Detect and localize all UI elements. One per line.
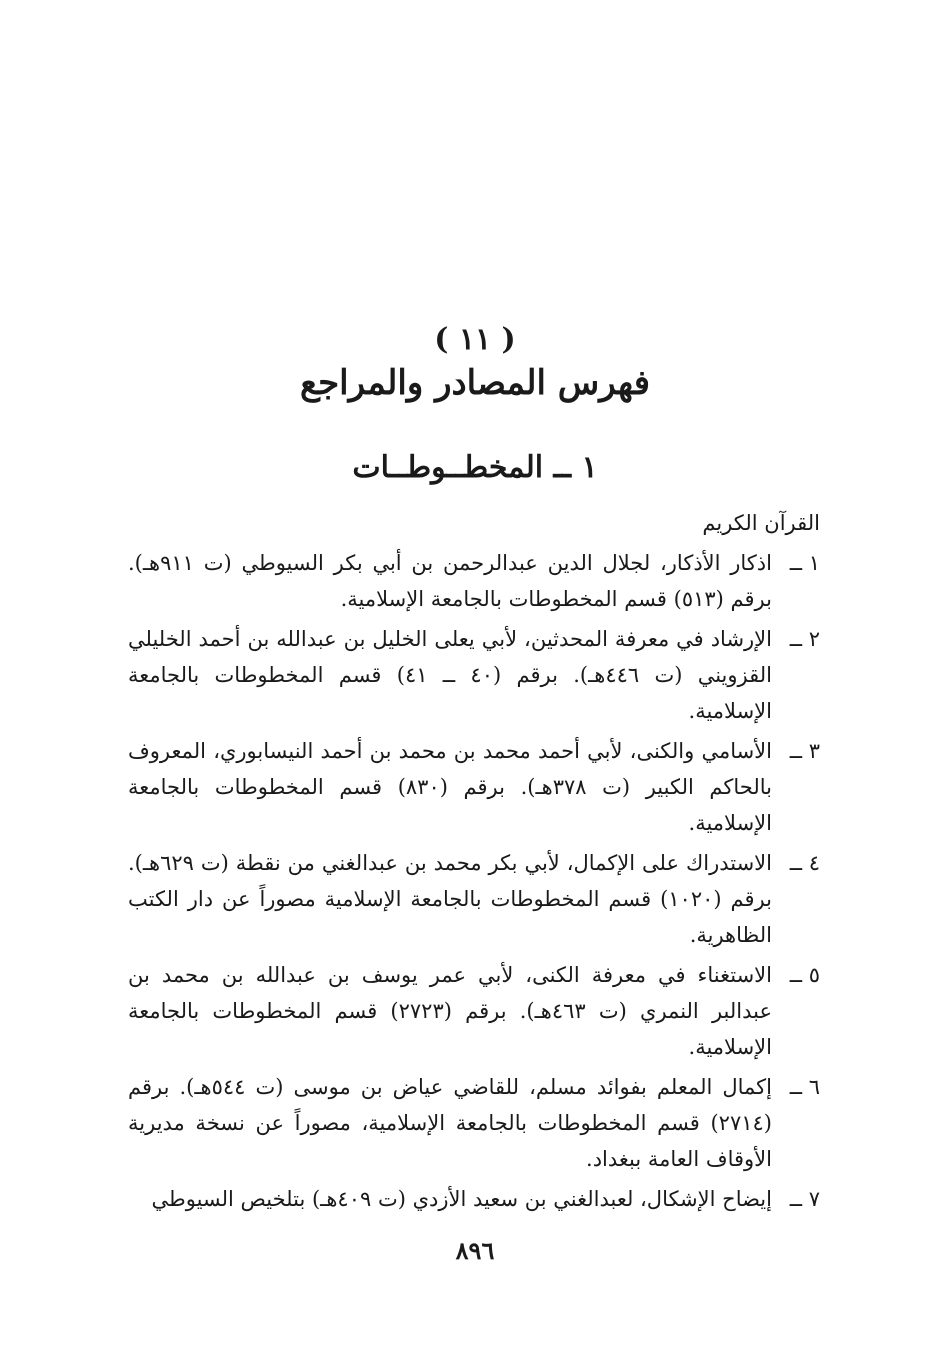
entry-text: اذكار الأذكار، لجلال الدين عبدالرحمن بن أبي بكر السيوطي (ت ٩١١هـ). برقم (٥١٣) قسم المخطوطات بالجامعة الإسلامية.: [128, 551, 772, 611]
page-number: ٨٩٦: [455, 1236, 495, 1265]
entry-text: الأسامي والكنى، لأبي أحمد محمد بن محمد بن أحمد النيسابوري، المعروف بالحاكم الكبير (ت ٣٧٨هـ). برقم (٨٣٠) قسم المخطوطات بالجامعة الإسلامية.: [128, 739, 772, 835]
chapter-number: ( ١١ ): [434, 322, 516, 357]
bibliography-entry: [128, 733, 820, 841]
page-title: فهرس المصادر والمراجع: [300, 363, 650, 403]
entry-number: ٥ ــ: [789, 963, 820, 987]
bibliography-entry: [128, 1069, 820, 1177]
bibliography-entry: [128, 957, 820, 1065]
entry-number: ٣ ــ: [789, 739, 820, 763]
bibliography-entry: [128, 621, 820, 729]
section-title: ١ ــ المخطــوطــات: [352, 450, 598, 485]
entry-text: إكمال المعلم بفوائد مسلم، للقاضي عياض بن موسى (ت ٥٤٤هـ). برقم (٢٧١٤) قسم المخطوطات بالجامعة الإسلامية، مصوراً عن نسخة مديرية الأوقاف العامة ببغداد.: [128, 1075, 772, 1171]
bibliography-entry: [128, 545, 820, 617]
entry-number: ٦ ــ: [789, 1075, 820, 1099]
intro-line: القرآن الكريم: [702, 511, 820, 535]
entry-text: الاستغناء في معرفة الكنى، لأبي عمر يوسف بن عبدالله بن محمد بن عبدالبر النمري (ت ٤٦٣هـ). برقم (٢٧٢٣) قسم المخطوطات بالجامعة الإسلامية.: [128, 963, 772, 1059]
bibliography-entry: [128, 845, 820, 953]
bibliography-entry: [128, 1181, 820, 1217]
entry-number: ٤ ــ: [789, 851, 820, 875]
entry-text: الاستدراك على الإكمال، لأبي بكر محمد بن عبدالغني من نقطة (ت ٦٢٩هـ). برقم (١٠٢٠) قسم المخطوطات بالجامعة الإسلامية مصوراً عن دار الكتب الظاهرية.: [128, 851, 772, 947]
bibliography-list: [128, 505, 820, 1217]
entry-number: ١ ــ: [789, 551, 820, 575]
entry-number: ٢ ــ: [789, 627, 820, 651]
entry-number: ٧ ــ: [789, 1187, 820, 1211]
entry-text: الإرشاد في معرفة المحدثين، لأبي يعلى الخليل بن عبدالله بن أحمد الخليلي القزويني (ت ٤٤٦هـ). برقم (٤٠ ــ ٤١) قسم المخطوطات بالجامعة الإسلامية.: [128, 627, 772, 723]
entry-text: إيضاح الإشكال، لعبدالغني بن سعيد الأزدي (ت ٤٠٩هـ) بتلخيص السيوطي: [151, 1187, 772, 1211]
